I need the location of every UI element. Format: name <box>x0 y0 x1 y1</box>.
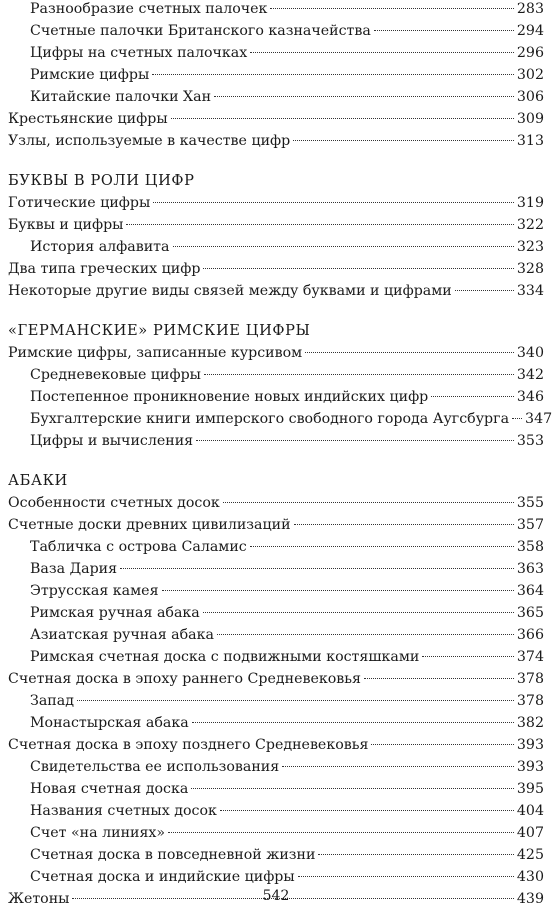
toc-entry <box>8 342 544 364</box>
toc-entry-page: 353 <box>516 433 544 449</box>
toc-entry-page: 365 <box>516 605 544 621</box>
dot-leader <box>191 788 514 789</box>
dot-leader <box>214 96 514 97</box>
toc-entry-page: 355 <box>516 495 544 511</box>
toc-entry-page: 363 <box>516 561 544 577</box>
toc-entry <box>8 690 544 712</box>
toc-entry-page: 340 <box>516 345 544 361</box>
toc-entry <box>8 536 544 558</box>
toc-entry-title: Китайские палочки Хан <box>30 89 212 105</box>
toc-entry-page: 309 <box>516 111 544 127</box>
toc-entry <box>8 646 544 668</box>
toc-section <box>8 320 552 452</box>
toc-entry <box>8 734 544 756</box>
toc-entry-page: 364 <box>516 583 544 599</box>
dot-leader <box>152 74 514 75</box>
dot-leader <box>171 118 514 119</box>
toc-top-list <box>8 0 544 152</box>
page-number: 542 <box>262 888 290 904</box>
toc-entry <box>8 130 544 152</box>
dot-leader <box>204 374 514 375</box>
toc-entry-title: Особенности счетных досок <box>8 495 220 511</box>
dot-leader <box>120 568 514 569</box>
dot-leader <box>294 524 514 525</box>
toc-entry-page: 322 <box>516 217 544 233</box>
dot-leader <box>153 202 514 203</box>
toc-entry <box>8 800 544 822</box>
toc-entry-title: Бухгалтерские книги имперского свободного города Аугсбурга <box>30 411 510 427</box>
dot-leader <box>250 546 514 547</box>
dot-leader <box>318 854 513 855</box>
toc-entry-title: Свидетельства ее использования <box>30 759 280 775</box>
dot-leader <box>77 700 514 701</box>
toc-entry <box>8 236 544 258</box>
toc-entry-title: История алфавита <box>30 239 170 255</box>
dot-leader <box>203 612 514 613</box>
dot-leader <box>455 290 514 291</box>
toc-entry <box>8 364 544 386</box>
dot-leader <box>512 418 522 419</box>
toc-entry-page: 358 <box>516 539 544 555</box>
toc-entry <box>8 408 552 430</box>
dot-leader <box>422 656 514 657</box>
toc-entry <box>8 0 544 20</box>
toc-entry-page: 313 <box>516 133 544 149</box>
toc-entry <box>8 64 544 86</box>
toc-entry <box>8 778 544 800</box>
section-heading: «ГЕРМАНСКИЕ» РИМСКИЕ ЦИФРЫ <box>8 322 311 339</box>
dot-leader <box>192 722 514 723</box>
toc-entry <box>8 258 544 280</box>
toc-entry-page: 404 <box>516 803 544 819</box>
dot-leader <box>196 440 514 441</box>
toc-entry <box>8 192 544 214</box>
toc-section <box>8 470 544 910</box>
toc-entry-page: 334 <box>516 283 544 299</box>
toc-section <box>8 170 544 302</box>
dot-leader <box>250 52 514 53</box>
toc-entry-page: 407 <box>516 825 544 841</box>
toc-entry-page: 378 <box>516 671 544 687</box>
toc-entry-page: 346 <box>516 389 544 405</box>
toc-entry-page: 328 <box>516 261 544 277</box>
toc-page <box>8 0 552 910</box>
toc-entry-title: Римские цифры, записанные курсивом <box>8 345 303 361</box>
toc-entry <box>8 20 544 42</box>
dot-leader <box>168 832 514 833</box>
toc-entry-page: 439 <box>516 891 544 907</box>
toc-entry-title: Ваза Дария <box>30 561 118 577</box>
toc-entry-title: Буквы и цифры <box>8 217 124 233</box>
toc-entry-title: Постепенное проникновение новых индийских цифр <box>30 389 429 405</box>
toc-entry-title: Некоторые другие виды связей между буквами и цифрами <box>8 283 452 299</box>
dot-leader <box>374 30 514 31</box>
toc-entry-title: Счетные доски древних цивилизаций <box>8 517 291 533</box>
toc-entry-title: Счетные палочки Британского казначейства <box>30 23 371 39</box>
toc-entry-page: 294 <box>516 23 544 39</box>
toc-entry-page: 302 <box>516 67 544 83</box>
toc-entry-title: Названия счетных досок <box>30 803 217 819</box>
toc-entry-title: Крестьянские цифры <box>8 111 168 127</box>
dot-leader <box>298 876 514 877</box>
toc-entry <box>8 86 544 108</box>
dot-leader <box>371 744 514 745</box>
toc-entry-title: Азиатская ручная абака <box>30 627 214 643</box>
toc-entry <box>8 108 544 130</box>
toc-entry-page: 357 <box>516 517 544 533</box>
toc-entry-title: Табличка с острова Саламис <box>30 539 247 555</box>
toc-entry-title: Римская счетная доска с подвижными костяшками <box>30 649 420 665</box>
toc-entry-page: 425 <box>516 847 544 863</box>
toc-entry-title: Запад <box>30 693 74 709</box>
dot-leader <box>293 140 514 141</box>
toc-entry <box>8 844 544 866</box>
toc-entry-page: 296 <box>516 45 544 61</box>
toc-entry <box>8 214 544 236</box>
toc-entry-title: Счетная доска и индийские цифры <box>30 869 295 885</box>
dot-leader <box>126 224 513 225</box>
toc-entry-title: Узлы, используемые в качестве цифр <box>8 133 291 149</box>
toc-entry-title: Готические цифры <box>8 195 151 211</box>
toc-entry <box>8 668 544 690</box>
toc-entry <box>8 386 544 408</box>
toc-entry-page: 347 <box>525 411 552 427</box>
dot-leader <box>364 678 514 679</box>
dot-leader <box>270 8 514 9</box>
toc-entry <box>8 756 544 778</box>
toc-entry-title: Два типа греческих цифр <box>8 261 201 277</box>
toc-entry-page: 393 <box>516 759 544 775</box>
toc-entry-page: 395 <box>516 781 544 797</box>
toc-entry-title: Счет «на линиях» <box>30 825 166 841</box>
toc-entry-page: 374 <box>516 649 544 665</box>
toc-entry <box>8 866 544 888</box>
toc-entry <box>8 42 544 64</box>
toc-entry-title: Цифры на счетных палочках <box>30 45 248 61</box>
toc-entry <box>8 430 544 452</box>
dot-leader <box>305 352 514 353</box>
toc-entry-page: 306 <box>516 89 544 105</box>
toc-entry <box>8 514 544 536</box>
dot-leader <box>220 810 514 811</box>
toc-entry-page: 430 <box>516 869 544 885</box>
toc-entry <box>8 280 544 302</box>
toc-entry-title: Счетная доска в эпоху позднего Средневековья <box>8 737 369 753</box>
toc-entry-page: 378 <box>516 693 544 709</box>
toc-entry <box>8 558 544 580</box>
dot-leader <box>217 634 514 635</box>
toc-entry-title: Жетоны <box>8 891 70 907</box>
toc-entry <box>8 712 544 734</box>
toc-entry-title: Монастырская абака <box>30 715 189 731</box>
dot-leader <box>431 396 514 397</box>
toc-entry <box>8 492 544 514</box>
toc-entry-title: Разнообразие счетных палочек <box>30 1 268 17</box>
toc-entry-title: Счетная доска в эпоху раннего Средневековья <box>8 671 361 687</box>
toc-entry-page: 323 <box>516 239 544 255</box>
toc-entry-title: Новая счетная доска <box>30 781 189 797</box>
toc-entry-page: 319 <box>516 195 544 211</box>
dot-leader <box>173 246 514 247</box>
section-heading: БУКВЫ В РОЛИ ЦИФР <box>8 172 195 189</box>
toc-entry-page: 366 <box>516 627 544 643</box>
toc-entry-title: Средневековые цифры <box>30 367 201 383</box>
toc-entry <box>8 822 544 844</box>
section-heading: АБАКИ <box>8 472 68 489</box>
toc-entry <box>8 580 544 602</box>
dot-leader <box>162 590 514 591</box>
toc-entry-page: 342 <box>516 367 544 383</box>
toc-entry-title: Цифры и вычисления <box>30 433 194 449</box>
toc-entry-page: 382 <box>516 715 544 731</box>
toc-entry-title: Римская ручная абака <box>30 605 200 621</box>
dot-leader <box>223 502 514 503</box>
toc-entry-title: Счетная доска в повседневной жизни <box>30 847 316 863</box>
dot-leader <box>203 268 513 269</box>
toc-entry <box>8 624 544 646</box>
toc-entry-title: Этрусская камея <box>30 583 159 599</box>
dot-leader <box>282 766 514 767</box>
toc-entry <box>8 602 544 624</box>
toc-entry-title: Римские цифры <box>30 67 150 83</box>
toc-entry-page: 393 <box>516 737 544 753</box>
toc-entry-page: 283 <box>516 1 544 17</box>
